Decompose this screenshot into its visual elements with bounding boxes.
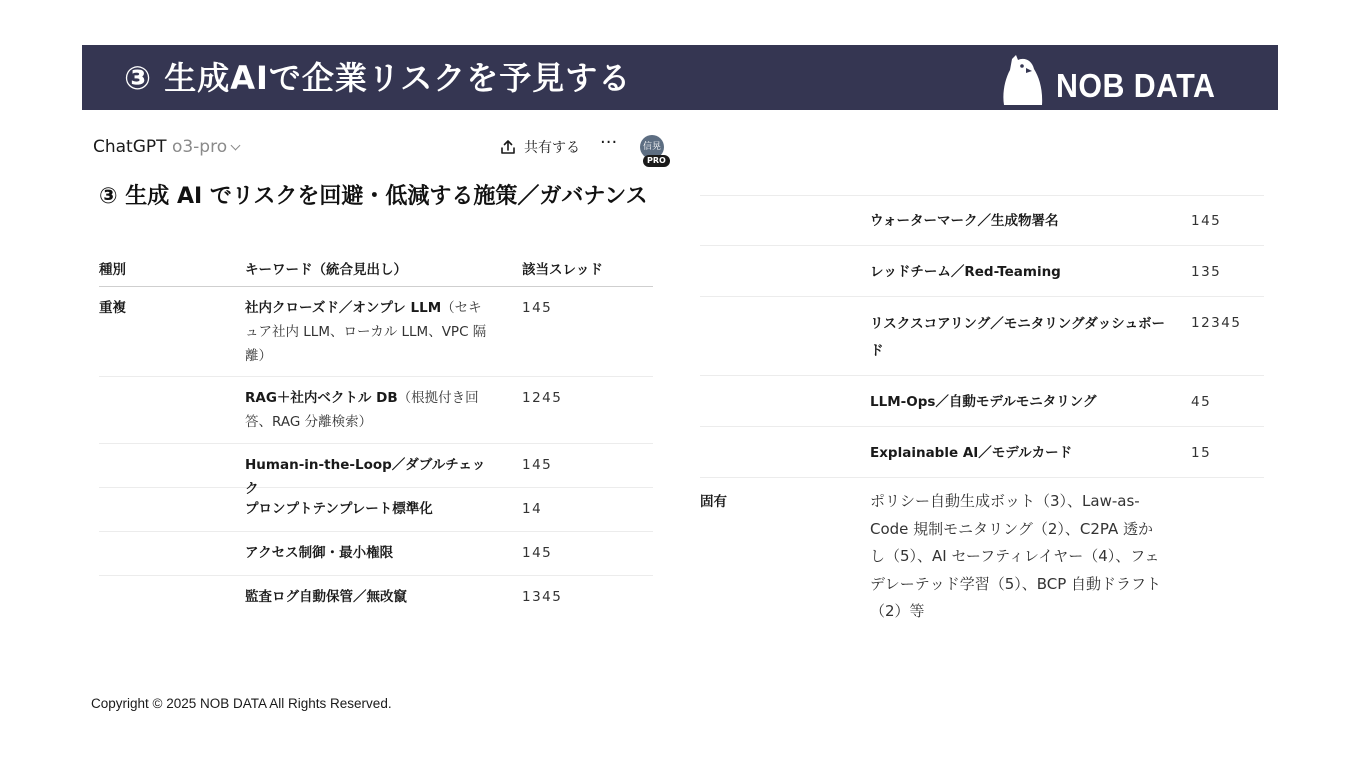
row-threads: 1245 xyxy=(522,390,563,406)
row-keyword: 監査ログ自動保管／無改竄 xyxy=(245,589,407,605)
title-banner xyxy=(82,45,1278,110)
keyword-note: （根拠付き回答、RAG 分離検索） xyxy=(245,390,479,430)
row-threads: 145 xyxy=(522,457,553,473)
chevron-down-icon xyxy=(231,141,241,151)
table-row-unique xyxy=(700,478,1264,628)
bird-icon xyxy=(1002,55,1044,105)
row-threads: 14 xyxy=(522,501,543,517)
row-threads: 1345 xyxy=(522,589,563,605)
row-keyword: レッドチーム／Red-Teaming xyxy=(870,264,1061,280)
share-icon xyxy=(500,139,516,155)
row-kind: 固有 xyxy=(700,494,727,510)
table-row xyxy=(99,488,653,532)
table-row xyxy=(99,287,653,377)
row-keyword: ウォーターマーク／生成物署名 xyxy=(870,213,1059,229)
unique-measures-text: ポリシー自動生成ボット（3）、Law-as-Code 規制モニタリング（2）、C2PA 透かし（5）、AI セーフティレイヤー（4）、フェデレーテッド学習（5）、BCP 自動ドラフト（2）等 xyxy=(870,492,1162,620)
table-row xyxy=(700,376,1264,427)
row-keyword: Human-in-the-Loop／ダブルチェック xyxy=(245,457,486,497)
table-row xyxy=(99,576,653,620)
row-threads: 145 xyxy=(522,545,553,561)
row-keyword: リスクスコアリング／モニタリングダッシュボード xyxy=(870,316,1165,359)
row-keyword: LLM-Ops／自動モデルモニタリング xyxy=(870,394,1097,410)
row-threads: 45 xyxy=(1191,394,1212,410)
header-kind: 種別 xyxy=(99,262,126,278)
table-row xyxy=(99,444,653,497)
row-keyword: アクセス制御・最小権限 xyxy=(245,545,394,561)
brand-logo xyxy=(1002,55,1229,105)
row-threads: 145 xyxy=(1191,213,1222,229)
row-threads: 12345 xyxy=(1191,315,1242,331)
table-header-row xyxy=(99,256,653,287)
table-row xyxy=(700,427,1264,478)
pro-badge: PRO xyxy=(643,155,670,167)
copyright: Copyright © 2025 NOB DATA All Rights Reserved. xyxy=(91,696,392,711)
header-threads: 該当スレッド xyxy=(522,262,603,278)
header-keyword: キーワード（統合見出し） xyxy=(245,262,407,278)
row-keyword xyxy=(245,386,495,434)
row-keyword: プロンプトテンプレート標準化 xyxy=(245,501,433,517)
section-title: ③ 生成 AI でリスクを回避・低減する施策／ガバナンス xyxy=(99,184,648,209)
measures-table-left xyxy=(99,256,653,626)
avatar[interactable]: 信晃 xyxy=(640,135,664,159)
table-row xyxy=(99,377,653,444)
measures-table-right xyxy=(700,195,1264,635)
row-keyword xyxy=(245,296,495,368)
more-options-icon[interactable]: ··· xyxy=(600,132,618,153)
row-kind: 重複 xyxy=(99,300,126,316)
table-row xyxy=(700,297,1264,376)
logo-text: NOB DATA xyxy=(1056,67,1216,104)
model-name: ChatGPT xyxy=(93,137,167,157)
chat-header xyxy=(93,132,668,166)
row-threads: 135 xyxy=(1191,264,1222,280)
model-version: o3-pro xyxy=(171,137,228,157)
share-button[interactable] xyxy=(500,137,580,157)
slide-title: ③ 生成AIで企業リスクを予見する xyxy=(124,59,632,97)
row-keyword: Explainable AI／モデルカード xyxy=(870,445,1073,461)
keyword-text: RAG＋社内ベクトル DB xyxy=(245,390,398,406)
model-selector[interactable] xyxy=(93,137,239,157)
keyword-note: （セキュア社内 LLM、ローカル LLM、VPC 隔離） xyxy=(245,300,487,364)
row-threads: 145 xyxy=(522,300,553,316)
table-row xyxy=(700,195,1264,246)
table-row xyxy=(700,246,1264,297)
keyword-text: 社内クローズド／オンプレ LLM xyxy=(245,300,442,316)
share-label: 共有する xyxy=(524,140,580,156)
row-threads: 15 xyxy=(1191,445,1212,461)
table-row xyxy=(99,532,653,576)
